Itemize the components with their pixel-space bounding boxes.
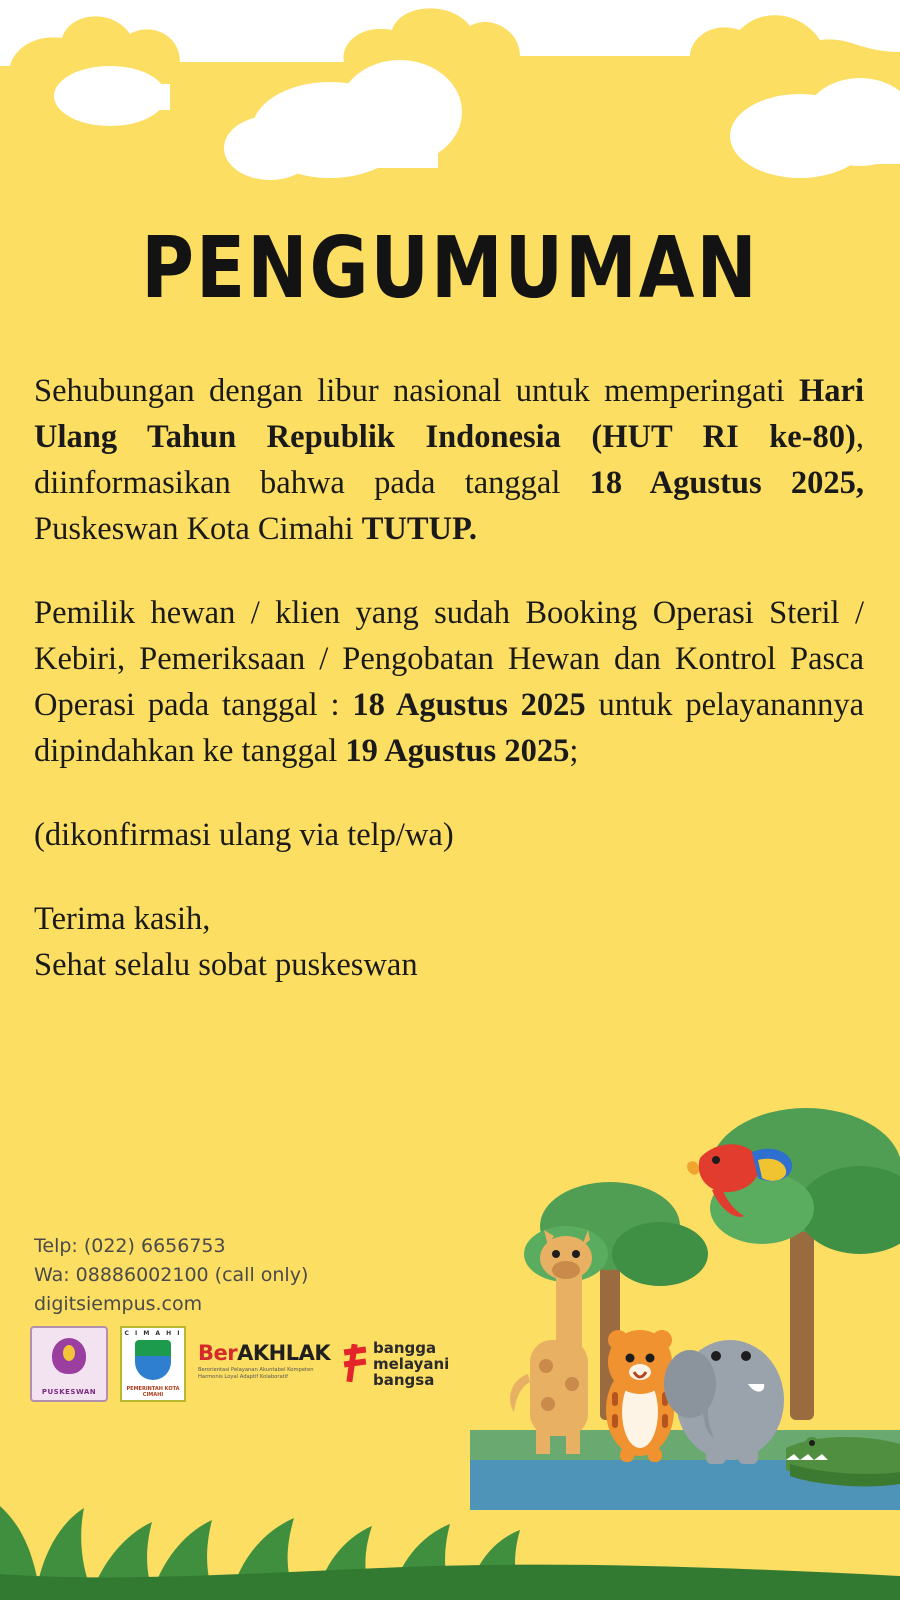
- text-run: ;: [569, 733, 579, 769]
- contact-website[interactable]: digitsiempus.com: [34, 1293, 203, 1315]
- text-run: Pemilik hewan / klien yang sudah Booking Operasi Steril / Kebiri, Pemeriksaan / Pengobatan Hewan dan Kontrol Pasca Operasi pada tanggal :: [34, 595, 864, 723]
- paragraph-2: [34, 590, 864, 774]
- tree-left-icon: [524, 1182, 708, 1420]
- berakhlak-logo-icon: [198, 1335, 330, 1393]
- paragraph-3: [34, 812, 864, 858]
- text-run: Sehat selalu sobat puskeswan: [34, 947, 418, 983]
- crocodile-icon: [786, 1437, 900, 1486]
- text-run: (dikonfirmasi ulang via telp/wa): [34, 817, 454, 853]
- berakhlak-word: AKHLAK: [237, 1341, 331, 1365]
- text-run: Puskeswan Kota Cimahi: [34, 511, 362, 547]
- text-run: untuk pelayanannya dipindahkan ke tanggal: [34, 687, 864, 769]
- grass-bottom-icon: [0, 1506, 524, 1600]
- contact-whatsapp: Wa: 08886002100 (call only): [34, 1264, 309, 1286]
- cimahi-city-logo-icon: [120, 1326, 186, 1402]
- bangga-line-1: bangga: [373, 1339, 437, 1357]
- puskeswan-logo-icon: [30, 1326, 108, 1402]
- text-run-bold: 18 Agustus 2025: [352, 687, 586, 723]
- announcement-body: [34, 368, 864, 988]
- berakhlak-tagline: Berorientasi Pelayanan Akuntabel Kompeten Harmonis Loyal Adaptif Kolaboratif: [198, 1367, 314, 1380]
- contact-phone: Telp: (022) 6656753: [34, 1235, 226, 1257]
- logo-row: [30, 1326, 460, 1402]
- paragraph-5: [34, 942, 864, 988]
- puskeswan-logo-label: PUSKESWAN: [41, 1388, 97, 1396]
- text-run-bold: TUTUP.: [361, 511, 477, 547]
- text-run-bold: Hari Ulang Tahun Republik Indonesia (HUT RI ke-80): [34, 373, 864, 455]
- text-run-bold: 19 Agustus 2025: [345, 733, 570, 769]
- text-run: Terima kasih,: [34, 901, 211, 937]
- bangga-melayani-bangsa-logo-icon: [342, 1336, 460, 1392]
- contact-block: [34, 1232, 308, 1319]
- text-run: Sehubungan dengan libur nasional untuk memperingati: [34, 373, 800, 409]
- paragraph-4: [34, 896, 864, 942]
- bangga-line-3: bangsa: [373, 1371, 435, 1389]
- text-run: , diinformasikan bahwa pada tanggal: [34, 419, 864, 501]
- tree-right-icon: [710, 1108, 900, 1420]
- cimahi-logo-bottom-label: PEMERINTAH KOTA CIMAHI: [126, 1386, 180, 1398]
- tiger-icon: [606, 1330, 674, 1462]
- animal-scenery-decoration: [0, 1040, 900, 1600]
- cimahi-logo-top-label: C I M A H I: [124, 1330, 182, 1337]
- giraffe-icon: [510, 1230, 592, 1454]
- elephant-icon: [664, 1340, 784, 1464]
- paragraph-1: [34, 368, 864, 552]
- bangga-line-2: melayani: [373, 1355, 450, 1373]
- text-run-bold: 18 Agustus 2025,: [589, 465, 865, 501]
- bangga-mark-icon: [342, 1344, 368, 1384]
- parrot-icon: [687, 1144, 792, 1217]
- page-title: PENGUMUMAN: [141, 218, 759, 318]
- clouds-decoration: [0, 0, 900, 220]
- berakhlak-prefix: Ber: [198, 1341, 238, 1365]
